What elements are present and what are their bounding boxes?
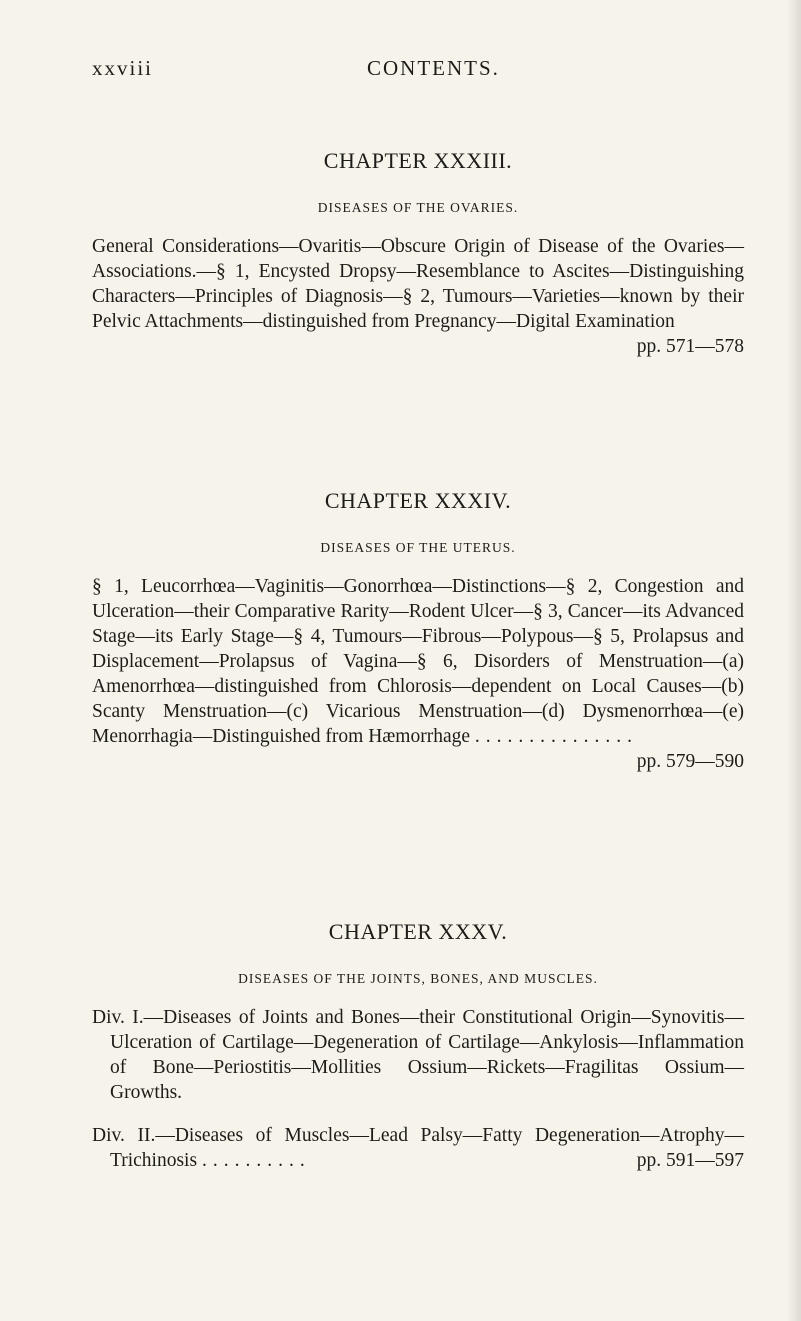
running-title: CONTENTS. bbox=[367, 56, 500, 80]
chapter-xxxv bbox=[92, 917, 744, 1173]
chapter-xxxiii bbox=[92, 146, 744, 359]
chapter-contents bbox=[92, 1005, 744, 1173]
chapter-subtitle: DISEASES OF THE OVARIES. bbox=[317, 200, 519, 215]
division-two-text: Div. II.—Diseases of Muscles—Lead Palsy—Fatty Degeneration—Atrophy—Trichinosis bbox=[92, 1125, 744, 1171]
chapter-summary: General Considerations—Ovaritis—Obscure Origin of Disease of the Ovaries—Associations.—§ 1, Encysted Dropsy—Resemblance to Ascites—Distinguishing Characters—Principles of Diagnosis—§ 2, Tumours—Varieties—known by their Pelvic Attachments—distinguished from Pregnancy—Digital Examination bbox=[92, 236, 744, 332]
chapter-summary-text: § 1, Leucorrhœa—Vaginitis—Gonorrhœa—Distinctions—§ 2, Congestion and Ulceration—their Comparative Rarity—Rodent Ulcer—§ 3, Cancer—its Advanced Stage—its Early Stage—§ 4, Tumours—Fibrous—Polypous—§ 5, Prolapsus and Displacement—Prolapsus of Vagina—§ 6, Disorders of Menstruation—(a) Amenorrhœa—distinguished from Chlorosis—dependent on Local Causes—(b) Scanty Menstruation—(c) Vicarious Menstruation—(d) Dysmenorrhœa—(e) Menorrhagia—Distinguished from Hæmorrhage bbox=[92, 576, 744, 747]
page-range: pp. 579—590 bbox=[636, 751, 744, 772]
chapter-contents bbox=[92, 234, 744, 359]
chapter-xxxiv bbox=[92, 486, 744, 774]
chapter-title: CHAPTER XXXIV. bbox=[324, 488, 512, 513]
division-two bbox=[92, 1123, 744, 1173]
leader-dots: ............... bbox=[474, 726, 639, 747]
page-folio: xxviii bbox=[92, 56, 154, 80]
running-head bbox=[0, 56, 801, 86]
chapter-contents bbox=[92, 574, 744, 772]
page-range: pp. 591—597 bbox=[636, 1150, 744, 1171]
chapter-title: CHAPTER XXXIII. bbox=[323, 148, 513, 173]
chapter-subtitle: DISEASES OF THE JOINTS, BONES, AND MUSCLES. bbox=[238, 971, 598, 986]
page-range: pp. 571—578 bbox=[636, 336, 744, 357]
leader-dots: .......... bbox=[201, 1150, 311, 1171]
chapter-summary bbox=[92, 574, 744, 772]
chapter-title: CHAPTER XXXV. bbox=[328, 919, 508, 944]
chapter-subtitle: DISEASES OF THE UTERUS. bbox=[320, 540, 516, 555]
division-one: Div. I.—Diseases of Joints and Bones—their Constitutional Origin—Synovitis—Ulceration of Cartilage—Degeneration of Cartilage—Ankylosis—Inflammation of Bone—Periostitis—Mollities Ossium—Rickets—Fragilitas Ossium—Growths. bbox=[92, 1007, 744, 1103]
page-edge-shadow bbox=[787, 0, 801, 1321]
